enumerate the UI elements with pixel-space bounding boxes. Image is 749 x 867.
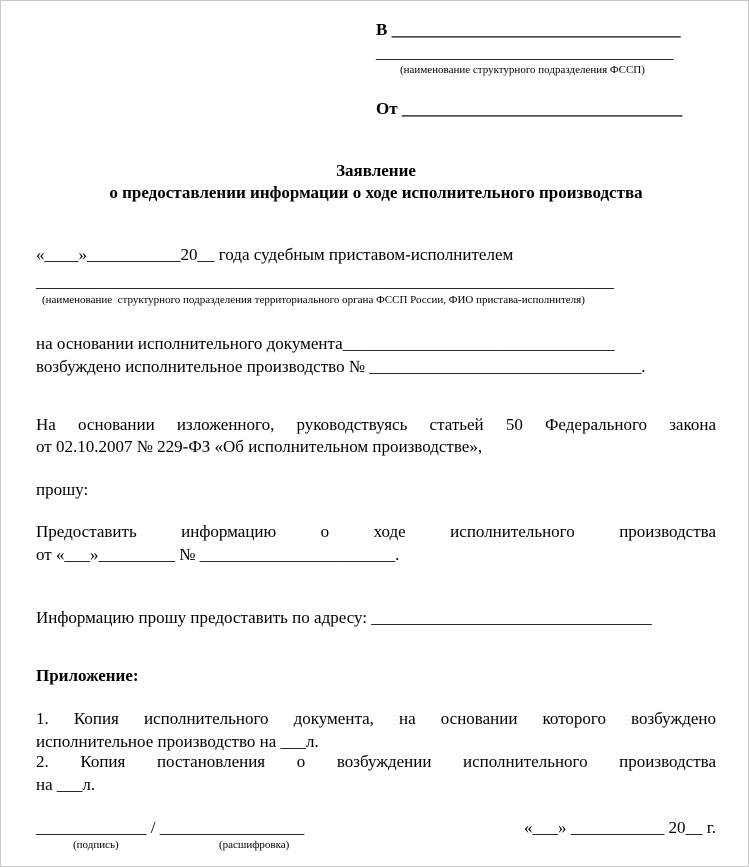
- doc-line: на основании исполнительного документа________________________________: [36, 334, 615, 353]
- attachments-heading: Приложение:: [36, 666, 139, 685]
- attachment-item-1-line-2: исполнительное производство на ___л.: [36, 732, 319, 751]
- basis-line-2: от 02.10.2007 № 229-ФЗ «Об исполнительном производстве»,: [36, 437, 483, 456]
- signature-line: _____________ / _________________: [36, 818, 305, 837]
- attachment-item-1-line-1: 1. Копия исполнительного документа, на основании которого возбуждено: [36, 709, 716, 728]
- attachment-item-2-line-2: на ___л.: [36, 775, 96, 794]
- to-caption: (наименование структурного подразделения ФССП): [400, 64, 645, 76]
- blank-line: ____________________________________________________________________: [36, 272, 614, 291]
- document-title: Заявление: [336, 161, 416, 180]
- request-text: прошу:: [36, 480, 89, 499]
- date-line: «____»___________20__ года судебным приставом-исполнителем: [36, 245, 514, 264]
- to-line-2: ___________________________________: [376, 43, 674, 62]
- address-line: Информацию прошу предоставить по адресу: _________________________________: [36, 608, 652, 627]
- from-line: От _________________________________: [376, 99, 683, 118]
- signature-date-line: «___» ___________ 20__ г.: [523, 818, 716, 837]
- decode-caption: (расшифровка): [219, 839, 290, 851]
- document-subtitle: о предоставлении информации о ходе исполнительного производства: [109, 183, 643, 202]
- provide-line-1: Предоставить информацию о ходе исполнительного производства: [36, 522, 716, 541]
- provide-line-2: от «___»_________ № _______________________.: [36, 545, 400, 564]
- basis-line-1: На основании изложенного, руководствуясь статьей 50 Федерального закона: [36, 415, 716, 434]
- proceedings-line: возбуждено исполнительное производство № ________________________________.: [36, 357, 646, 376]
- attachment-item-2-line-1: 2. Копия постановления о возбуждении исполнительного производства: [36, 752, 716, 771]
- signature-caption: (подпись): [73, 839, 119, 851]
- to-line: В __________________________________: [376, 20, 681, 39]
- blank-caption: (наименование структурного подразделения территориального органа ФССП России, ФИО пристава-исполнителя): [42, 294, 585, 306]
